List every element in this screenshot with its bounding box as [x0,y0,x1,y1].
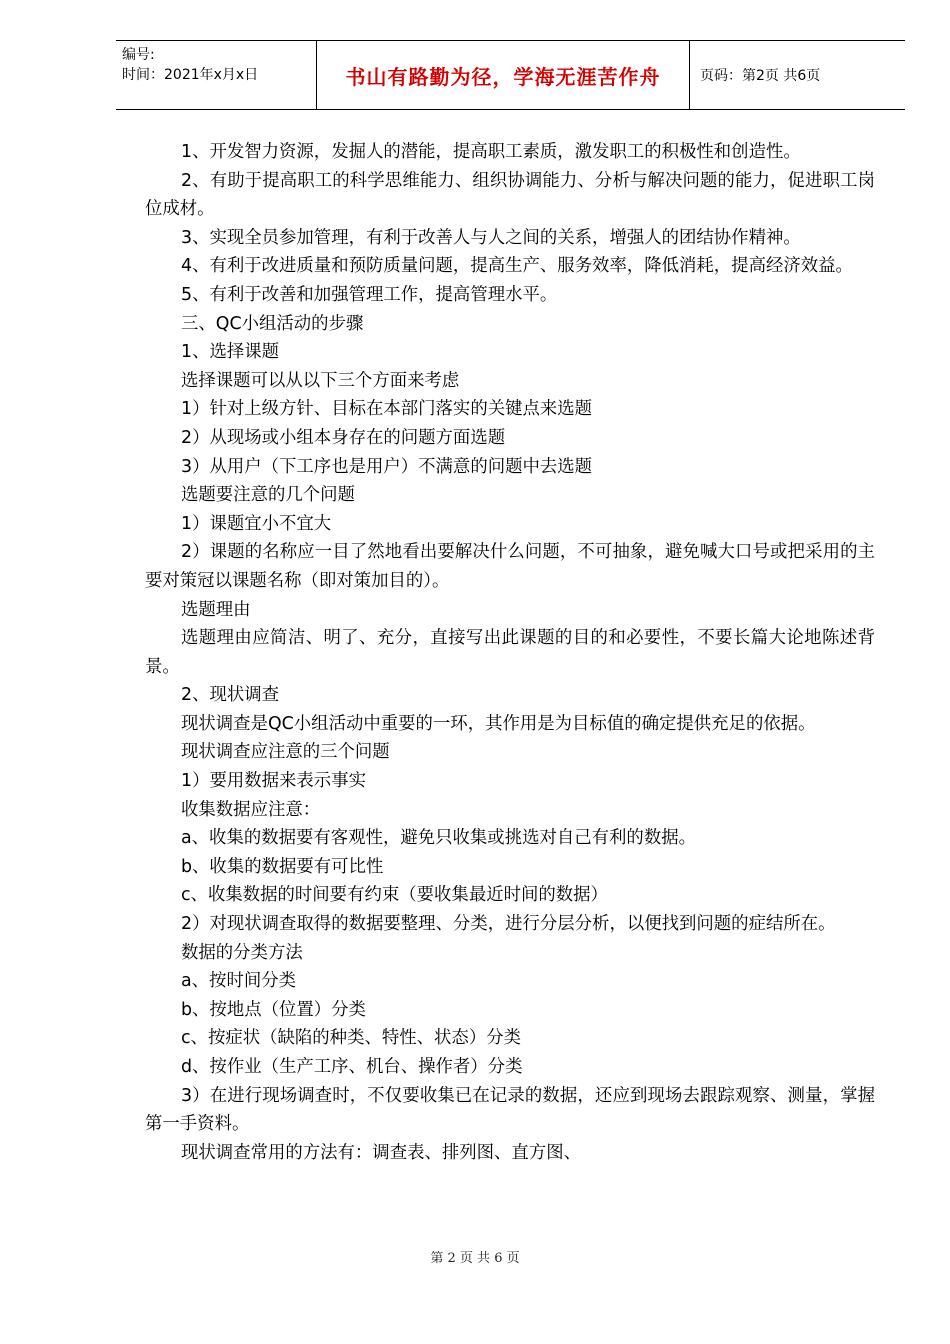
page-header [116,40,905,110]
date-label: 时间：2021年x月x日 [122,67,259,83]
paragraph: 3、实现全员参加管理，有利于改善人与人之间的关系，增强人的团结协作精神。 [181,227,801,248]
paragraph: 选题理由 [181,599,251,620]
header-meta [116,41,316,109]
paragraph: a、按时间分类 [181,971,297,992]
paragraph: 2）从现场或小组本身存在的问题方面选题 [181,427,506,448]
paragraph: 3）从用户（下工序也是用户）不满意的问题中去选题 [181,456,593,477]
paragraph: 选择课题可以从以下三个方面来考虑 [181,370,460,391]
paragraph: 3）在进行现场调查时，不仅要收集已在记录的数据，还应到现场去跟踪观察、测量，掌握第一手资料。 [145,1085,875,1135]
paragraph: 1、开发智力资源，发掘人的潜能，提高职工素质，激发职工的积极性和创造性。 [181,142,801,162]
paragraph: 2、现状调查 [181,685,280,706]
page-footer: 第 2 页 共 6 页 [430,1251,520,1266]
paragraph: 选题理由应简洁、明了、充分，直接写出此课题的目的和必要性，不要长篇大论地陈述背景。 [145,628,875,677]
header-page-info-cell [690,41,905,109]
paragraph: d、按作业（生产工序、机台、操作者）分类 [181,1057,523,1077]
paragraph: 三、QC小组活动的步骤 [181,313,364,334]
paragraph: 5、有利于改善和加强管理工作，提高管理水平。 [181,284,558,305]
paragraph: 现状调查是QC小组活动中重要的一环，其作用是为目标值的确定提供充足的依据。 [181,713,816,734]
paragraph: 1、选择课题 [181,342,280,363]
paragraph: 4、有利于改进质量和预防质量问题，提高生产、服务效率，降低消耗，提高经济效益。 [181,256,853,277]
paragraph: 2、有助于提高职工的科学思维能力、组织协调能力、分析与解决问题的能力，促进职工岗位成材。 [145,170,875,220]
paragraph: 1）课题宜小不宜大 [181,513,332,534]
paragraph: c、按症状（缺陷的种类、特性、状态）分类 [181,1028,521,1049]
serial-number-label: 编号: [122,47,155,63]
paragraph: 收集数据应注意： [181,799,321,820]
header-motto-cell [316,41,690,109]
paragraph: b、收集的数据要有可比性 [181,856,384,877]
paragraph: 现状调查常用的方法有：调查表、排列图、直方图、 [181,1142,581,1163]
document-body [145,138,875,1167]
paragraph: b、按地点（位置）分类 [181,999,366,1020]
header-page-info: 页码：第2页 共6页 [700,68,821,84]
header-motto: 书山有路勤为径，学海无涯苦作舟 [345,64,661,89]
paragraph: a、收集的数据要有客观性，避免只收集或挑选对自己有利的数据。 [181,828,696,849]
paragraph: 数据的分类方法 [181,942,303,963]
paragraph: 现状调查应注意的三个问题 [181,742,390,763]
paragraph: 1）针对上级方针、目标在本部门落实的关键点来选题 [181,399,593,420]
paragraph: c、收集数据的时间要有约束（要收集最近时间的数据） [181,885,608,906]
paragraph: 1）要用数据来表示事实 [181,771,366,792]
paragraph: 2）对现状调查取得的数据要整理、分类，进行分层分析，以便找到问题的症结所在。 [181,914,836,935]
paragraph: 选题要注意的几个问题 [181,485,355,506]
paragraph: 2）课题的名称应一目了然地看出要解决什么问题，不可抽象，避免喊大口号或把采用的主要对策冠以课题名称（即对策加目的）。 [145,542,875,591]
